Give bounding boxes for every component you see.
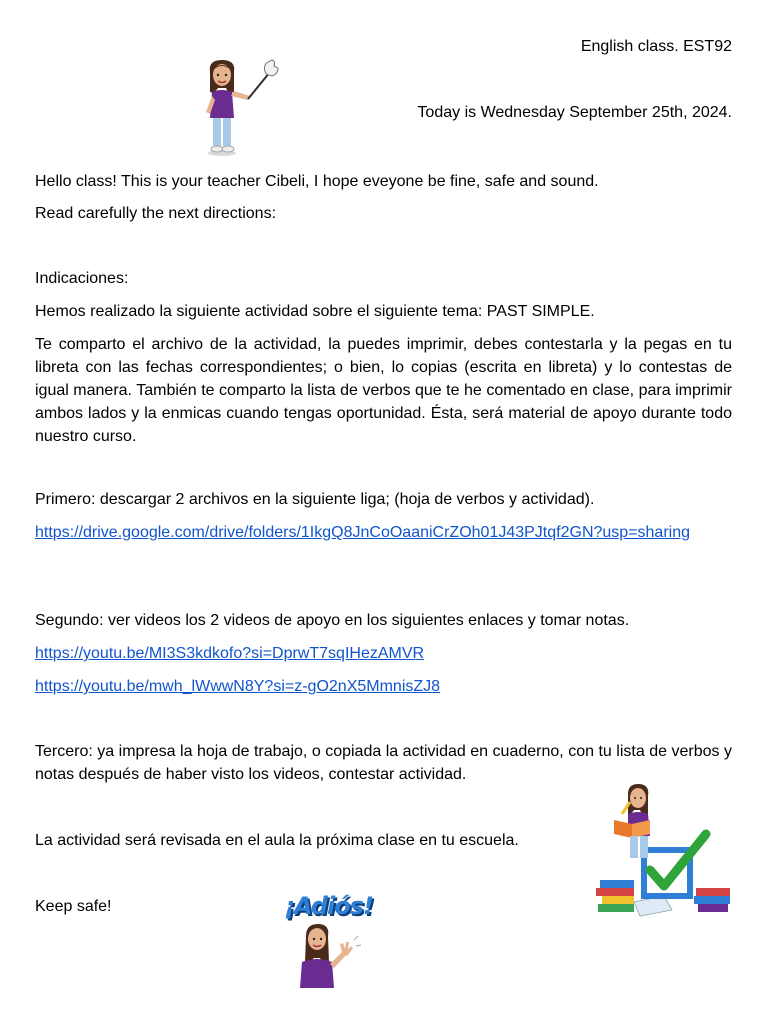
date-line: Today is Wednesday September 25th, 2024. [417, 104, 732, 121]
drive-folder-link[interactable]: https://drive.google.com/drive/folders/1IkgQ8JnCoOaaniCrZOh01J43PJtqf2GN?usp=sharing [35, 524, 691, 541]
step-second-text: Segundo: ver videos los 2 videos de apoyo en los siguientes enlaces y tomar notas. [35, 612, 630, 629]
adios-sticker [284, 892, 373, 922]
adios-wave-avatar-icon [296, 922, 362, 988]
activity-description: Te comparto el archivo de la actividad, la puedes imprimir, debes contestarla y la pegas en tu libreta con las fechas correspondientes; o bien, lo copias (escrita en libreta) y lo contestas de igual manera. También te comparto la lista de verbos que te he comentado en clase, para imprimir ambos lados y la enmicas cuando tengas oportunidad. Ésta, será material de apoyo durante todo nuestro curso. [35, 336, 732, 445]
indications-heading: Indicaciones: [35, 270, 129, 287]
greeting-text: Hello class! This is your teacher Cibeli, I hope eveyone be fine, safe and sound. [35, 173, 599, 190]
review-note-text: La actividad será revisada en el aula la próxima clase en tu escuela. [35, 832, 519, 849]
topic-text: Hemos realizado la siguiente actividad sobre el siguiente tema: PAST SIMPLE. [35, 303, 595, 320]
teacher-pointer-avatar-icon [198, 58, 284, 156]
sign-off-text: Keep safe! [35, 898, 112, 915]
step-third-text: Tercero: ya impresa la hoja de trabajo, o copiada la actividad en cuaderno, con tu lista de verbos y notas después de haber visto los videos, contestar actividad. [35, 743, 732, 783]
step-first-text: Primero: descargar 2 archivos en la siguiente liga; (hoja de verbos y actividad). [35, 491, 595, 508]
adios-sticker-text: ¡Adiós! [284, 892, 373, 920]
directions-text: Read carefully the next directions: [35, 205, 277, 222]
class-name: English class. EST92 [580, 38, 732, 55]
teacher-reading-checkmark-sticker-icon [594, 784, 734, 920]
video-link-1[interactable]: https://youtu.be/MI3S3kdkofo?si=DprwT7sqIHezAMVR [35, 645, 425, 662]
video-link-2[interactable]: https://youtu.be/mwh_lWwwN8Y?si=z-gO2nX5MmnisZJ8 [35, 678, 441, 695]
